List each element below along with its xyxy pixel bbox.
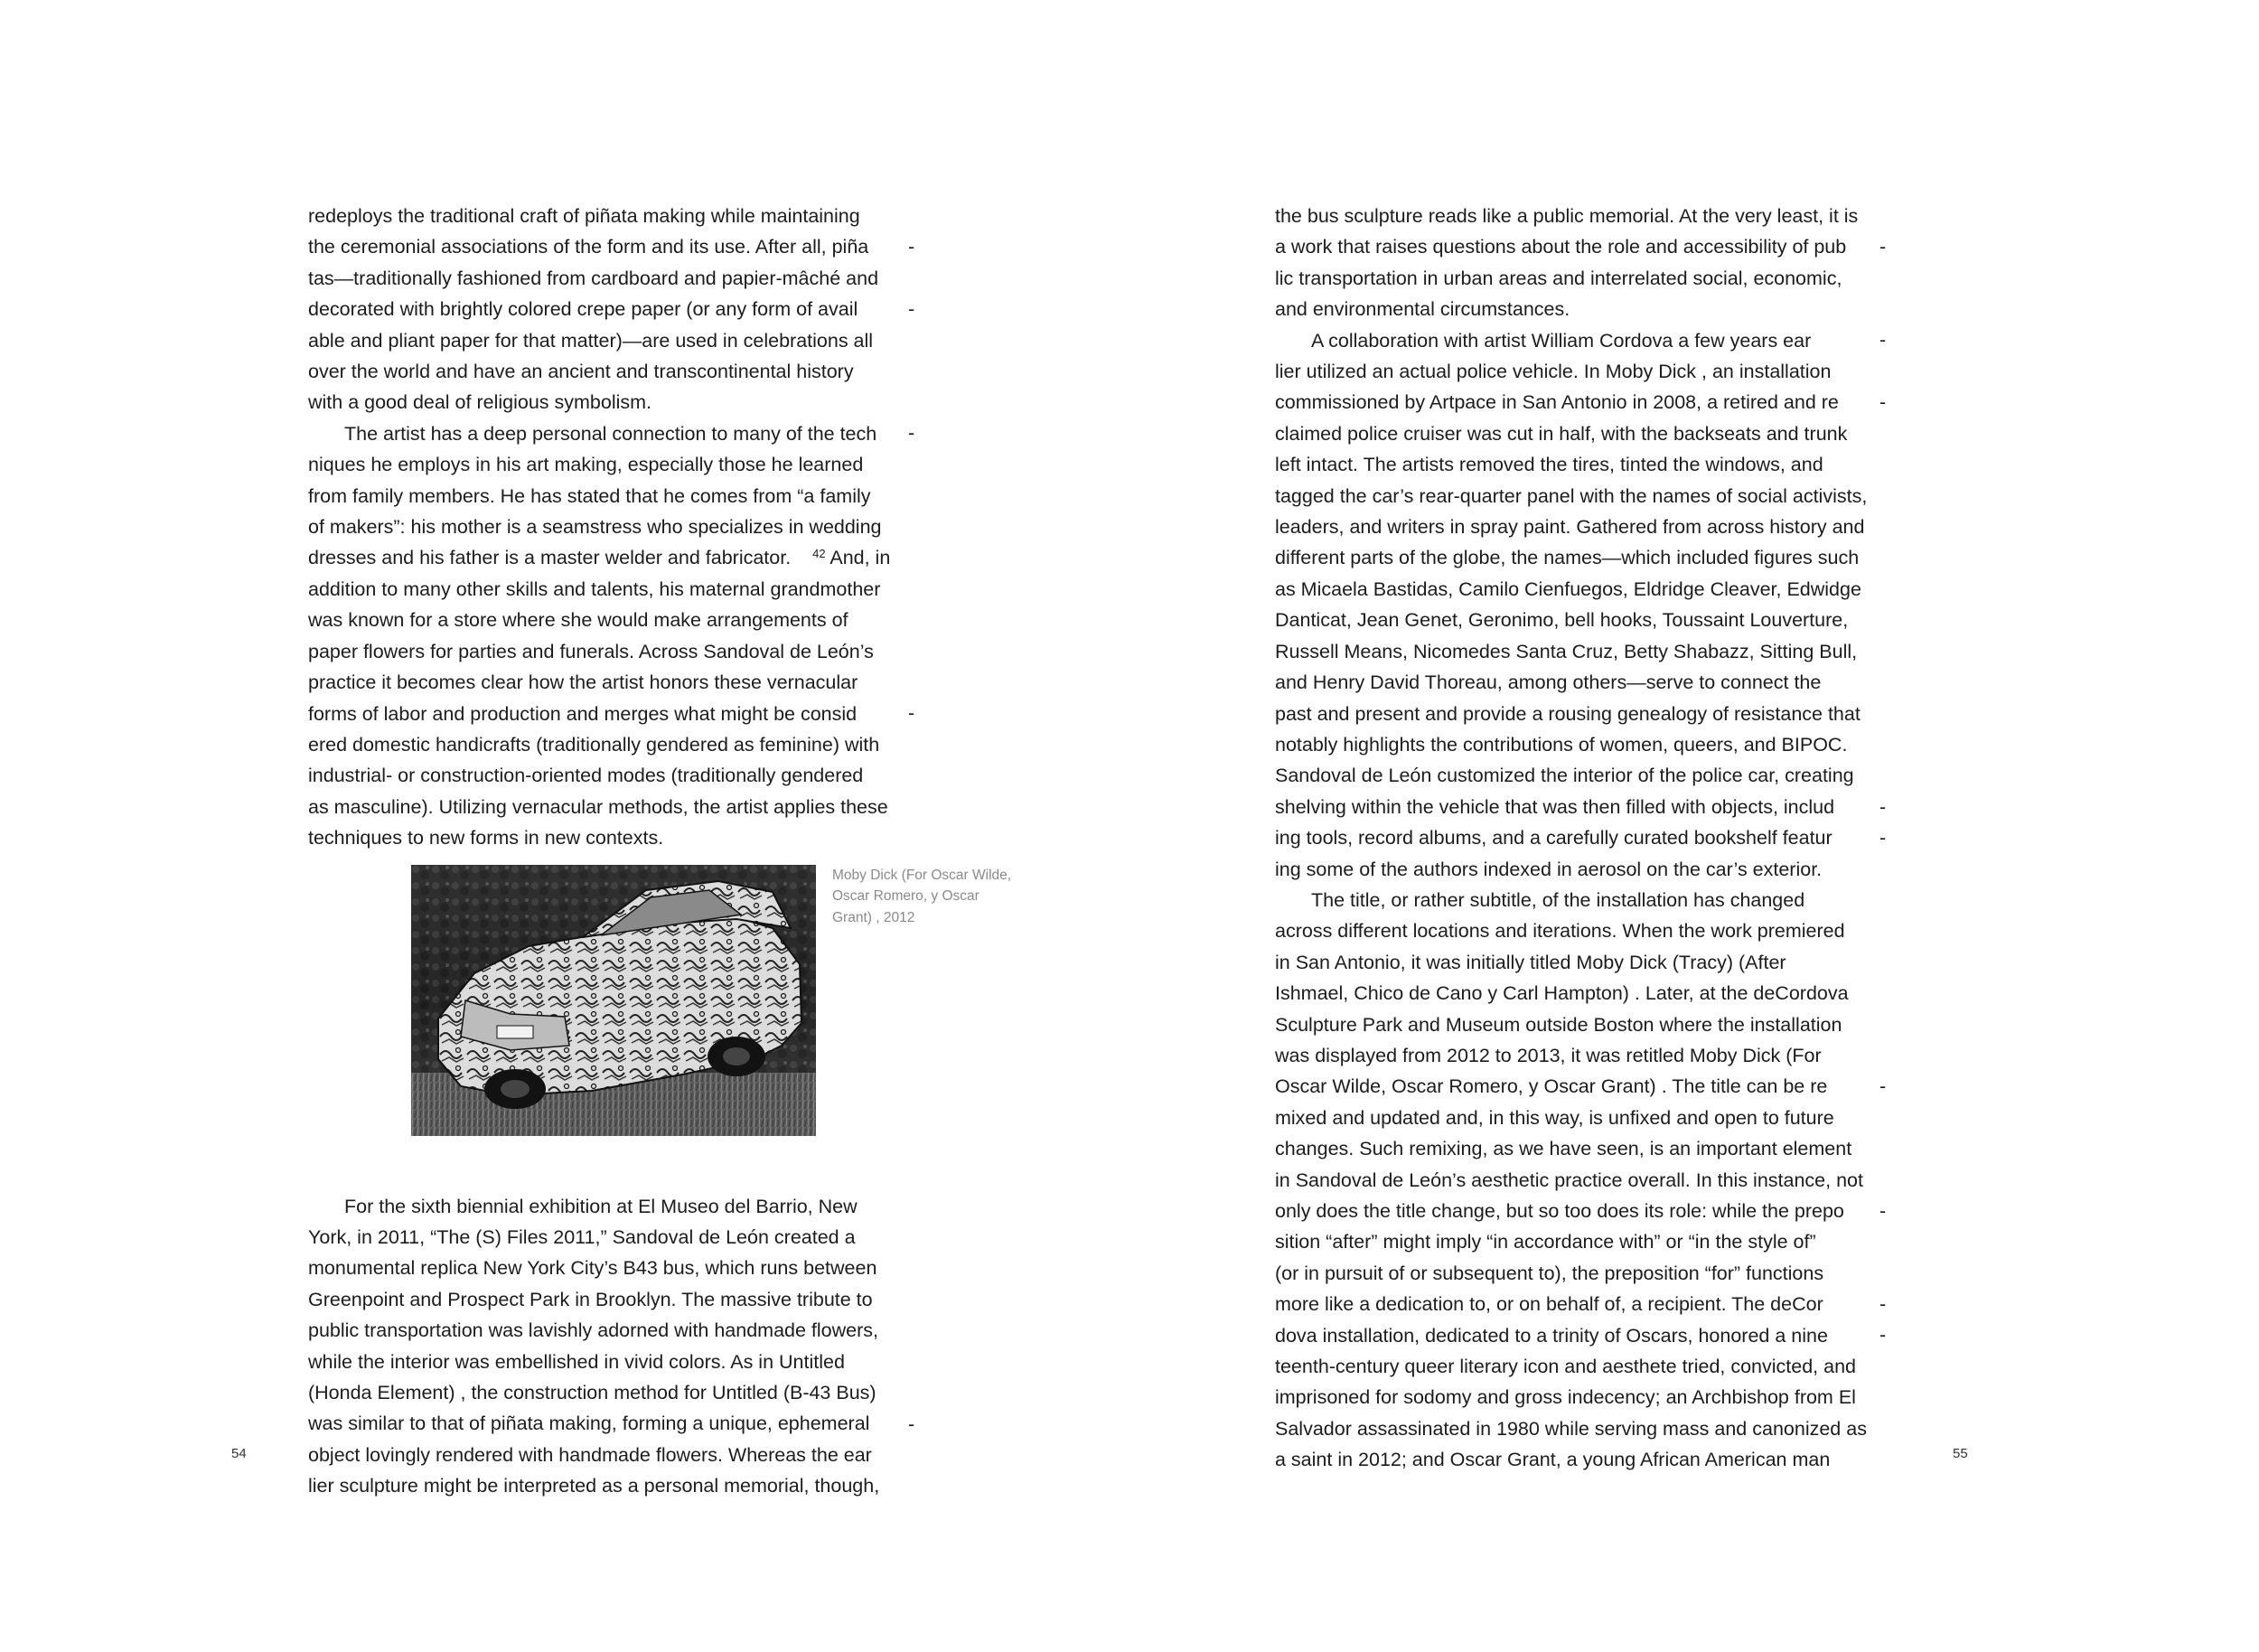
figure-caption — [832, 865, 1031, 929]
text-line: of makers”: his mother is a seamstress who specializes in wedding — [308, 516, 882, 539]
hyphen-mark: - — [1879, 1200, 1887, 1222]
text-line: practice it becomes clear how the artist honors these vernacular — [308, 671, 858, 694]
text-line: with a good deal of religious symbolism. — [308, 391, 652, 414]
text-line: and environmental circumstances. — [1275, 298, 1570, 321]
hyphen-mark: - — [908, 236, 915, 258]
text-line: ing tools, record albums, and a carefully curated bookshelf featur — [1275, 827, 1833, 849]
hyphen-mark: - — [1879, 329, 1887, 351]
text-line: left intact. The artists removed the tires, tinted the windows, and — [1275, 454, 1823, 476]
text-line: paper flowers for parties and funerals. Across Sandoval de León’s — [308, 640, 874, 662]
text-line-tail: And, in — [830, 547, 891, 569]
text-line: changes. Such remixing, as we have seen, is an important element — [1275, 1138, 1852, 1160]
text-line: redeploys the traditional craft of piñata making while maintaining — [308, 205, 860, 227]
text-line: (Honda Element) , the construction method for Untitled (B-43 Bus) — [308, 1381, 876, 1403]
text-line: The artist has a deep personal connection to many of the tech — [344, 422, 877, 445]
text-line: was similar to that of piñata making, forming a unique, ephemeral — [308, 1413, 870, 1435]
text-line: claimed police cruiser was cut in half, with the backseats and trunk — [1275, 422, 1848, 445]
text-line: Sandoval de León customized the interior of the police car, creating — [1275, 765, 1854, 787]
text-line: Salvador assassinated in 1980 while serving mass and canonized as — [1275, 1417, 1867, 1440]
hyphen-mark: - — [1879, 1324, 1887, 1346]
hyphen-mark: - — [1879, 236, 1887, 258]
text-line: The title, or rather subtitle, of the installation has changed — [1311, 888, 1805, 911]
page-number: 55 — [1953, 1446, 1968, 1461]
text-line: industrial- or construction-oriented modes (traditionally gendered — [308, 765, 864, 787]
hyphen-mark: - — [908, 702, 915, 724]
text-line: while the interior was embellished in vivid colors. As in Untitled — [308, 1350, 845, 1373]
text-line: commissioned by Artpace in San Antonio in 2008, a retired and re — [1275, 391, 1839, 414]
text-line: past and present and provide a rousing genealogy of resistance that — [1275, 702, 1861, 725]
caption-line: Oscar Romero, y Oscar — [832, 888, 980, 905]
text-line: as Micaela Bastidas, Camilo Cienfuegos, Eldridge Cleaver, Edwidge — [1275, 577, 1861, 600]
text-line: dova installation, dedicated to a trinity of Oscars, honored a nine — [1275, 1324, 1828, 1347]
text-line: ing some of the authors indexed in aerosol on the car’s exterior. — [1275, 858, 1823, 880]
text-line: Oscar Wilde, Oscar Romero, y Oscar Grant) . The title can be re — [1275, 1075, 1828, 1098]
text-line: the bus sculpture reads like a public memorial. At the very least, it is — [1275, 205, 1859, 227]
left-page-text — [308, 201, 1012, 1502]
hyphen-mark: - — [1879, 796, 1887, 818]
text-line: ered domestic handicrafts (traditionally gendered as feminine) with — [308, 733, 880, 756]
text-line: only does the title change, but so too does its role: while the prepo — [1275, 1200, 1844, 1222]
text-line: over the world and have an ancient and transcontinental history — [308, 361, 854, 383]
page-number: 54 — [231, 1446, 247, 1461]
text-line-with-footnote — [308, 542, 914, 573]
text-line: techniques to new forms in new contexts. — [308, 827, 664, 849]
text-line: lier utilized an actual police vehicle. In Moby Dick , an installation — [1275, 361, 1832, 383]
text-line: public transportation was lavishly adorned with handmade flowers, — [308, 1319, 879, 1342]
right-page-text — [1275, 201, 1880, 1476]
footnote-reference[interactable]: 42 — [812, 547, 826, 561]
hyphen-mark: - — [908, 298, 915, 320]
hyphen-mark: - — [1879, 391, 1887, 413]
text-line: from family members. He has stated that he comes from “a family — [308, 484, 871, 507]
caption-line: Grant) , 2012 — [832, 909, 915, 925]
text-line: teenth-century queer literary icon and aesthete tried, convicted, and — [1275, 1356, 1856, 1378]
text-line: lier sculpture might be interpreted as a personal memorial, though, — [308, 1475, 880, 1497]
text-line: imprisoned for sodomy and gross indecency; an Archbishop from El — [1275, 1386, 1856, 1409]
text-line: niques he employs in his art making, especially those he learned — [308, 454, 864, 476]
caption-line: Moby Dick (For Oscar Wilde, — [832, 867, 1012, 883]
text-line: a saint in 2012; and Oscar Grant, a young African American man — [1275, 1449, 1831, 1471]
hyphen-mark: - — [1879, 1075, 1887, 1097]
text-line: notably highlights the contributions of women, queers, and BIPOC. — [1275, 733, 1848, 756]
text-line: was displayed from 2012 to 2013, it was retitled Moby Dick (For — [1275, 1044, 1822, 1066]
text-line: addition to many other skills and talents, his maternal grandmother — [308, 577, 881, 600]
figure-photo[interactable] — [411, 865, 816, 1136]
hyphen-mark: - — [908, 422, 915, 444]
text-line: and Henry David Thoreau, among others—serve to connect the — [1275, 671, 1822, 694]
hyphen-mark: - — [908, 1413, 915, 1435]
text-line: leaders, and writers in spray paint. Gathered from across history and — [1275, 516, 1865, 539]
text-line: tagged the car’s rear-quarter panel with the names of social activists, — [1275, 484, 1868, 507]
text-line: (or in pursuit of or subsequent to), the preposition “for” functions — [1275, 1262, 1824, 1284]
text-line: tas—traditionally fashioned from cardboard and papier-mâché and — [308, 267, 879, 289]
text-line: lic transportation in urban areas and interrelated social, economic, — [1275, 267, 1842, 289]
text-line: as masculine). Utilizing vernacular methods, the artist applies these — [308, 795, 888, 818]
text-line: forms of labor and production and merges what might be consid — [308, 702, 858, 725]
text-line: mixed and updated and, in this way, is unfixed and open to future — [1275, 1106, 1834, 1129]
text-line: Danticat, Jean Genet, Geronimo, bell hooks, Toussaint Louverture, — [1275, 609, 1849, 632]
text-line: Greenpoint and Prospect Park in Brooklyn. The massive tribute to — [308, 1288, 873, 1310]
text-line: different parts of the globe, the names—which included figures such — [1275, 547, 1860, 569]
car-photo-illustration — [411, 865, 816, 1136]
hyphen-mark: - — [1879, 1293, 1887, 1315]
text-line: the ceremonial associations of the form and its use. After all, piña — [308, 236, 869, 258]
text-line: a work that raises questions about the role and accessibility of pub — [1275, 236, 1847, 258]
text-line: decorated with brightly colored crepe paper (or any form of avail — [308, 298, 858, 321]
text-line: Russell Means, Nicomedes Santa Cruz, Betty Shabazz, Sitting Bull, — [1275, 640, 1858, 662]
text-line: sition “after” might imply “in accordance with” or “in the style of” — [1275, 1231, 1816, 1253]
text-line: For the sixth biennial exhibition at El Museo del Barrio, New — [344, 1195, 858, 1217]
hyphen-mark: - — [1879, 827, 1887, 849]
text-line: A collaboration with artist William Cordova a few years ear — [1311, 329, 1812, 352]
text-line: in Sandoval de León’s aesthetic practice overall. In this instance, not — [1275, 1169, 1863, 1191]
text-line: Sculpture Park and Museum outside Boston where the installation — [1275, 1013, 1842, 1036]
text-line: in San Antonio, it was initially titled Moby Dick (Tracy) (After — [1275, 951, 1786, 973]
text-line: was known for a store where she would make arrangements of — [308, 609, 848, 632]
figure — [308, 854, 1012, 1191]
text-line: monumental replica New York City’s B43 bus, which runs between — [308, 1257, 877, 1280]
text-line: Ishmael, Chico de Cano y Carl Hampton) . Later, at the deCordova — [1275, 982, 1849, 1005]
text-line: across different locations and iterations. When the work premiered — [1275, 920, 1845, 943]
text-line: more like a dedication to, or on behalf of, a recipient. The deCor — [1275, 1293, 1823, 1316]
text-line: object lovingly rendered with handmade flowers. Whereas the ear — [308, 1443, 872, 1466]
text-line: dresses and his father is a master welder and fabricator. — [308, 547, 792, 569]
text-line: York, in 2011, “The (S) Files 2011,” Sandoval de León created a — [308, 1225, 856, 1248]
text-line: able and pliant paper for that matter)—are used in celebrations all — [308, 329, 874, 352]
text-line: shelving within the vehicle that was then filled with objects, includ — [1275, 795, 1835, 818]
